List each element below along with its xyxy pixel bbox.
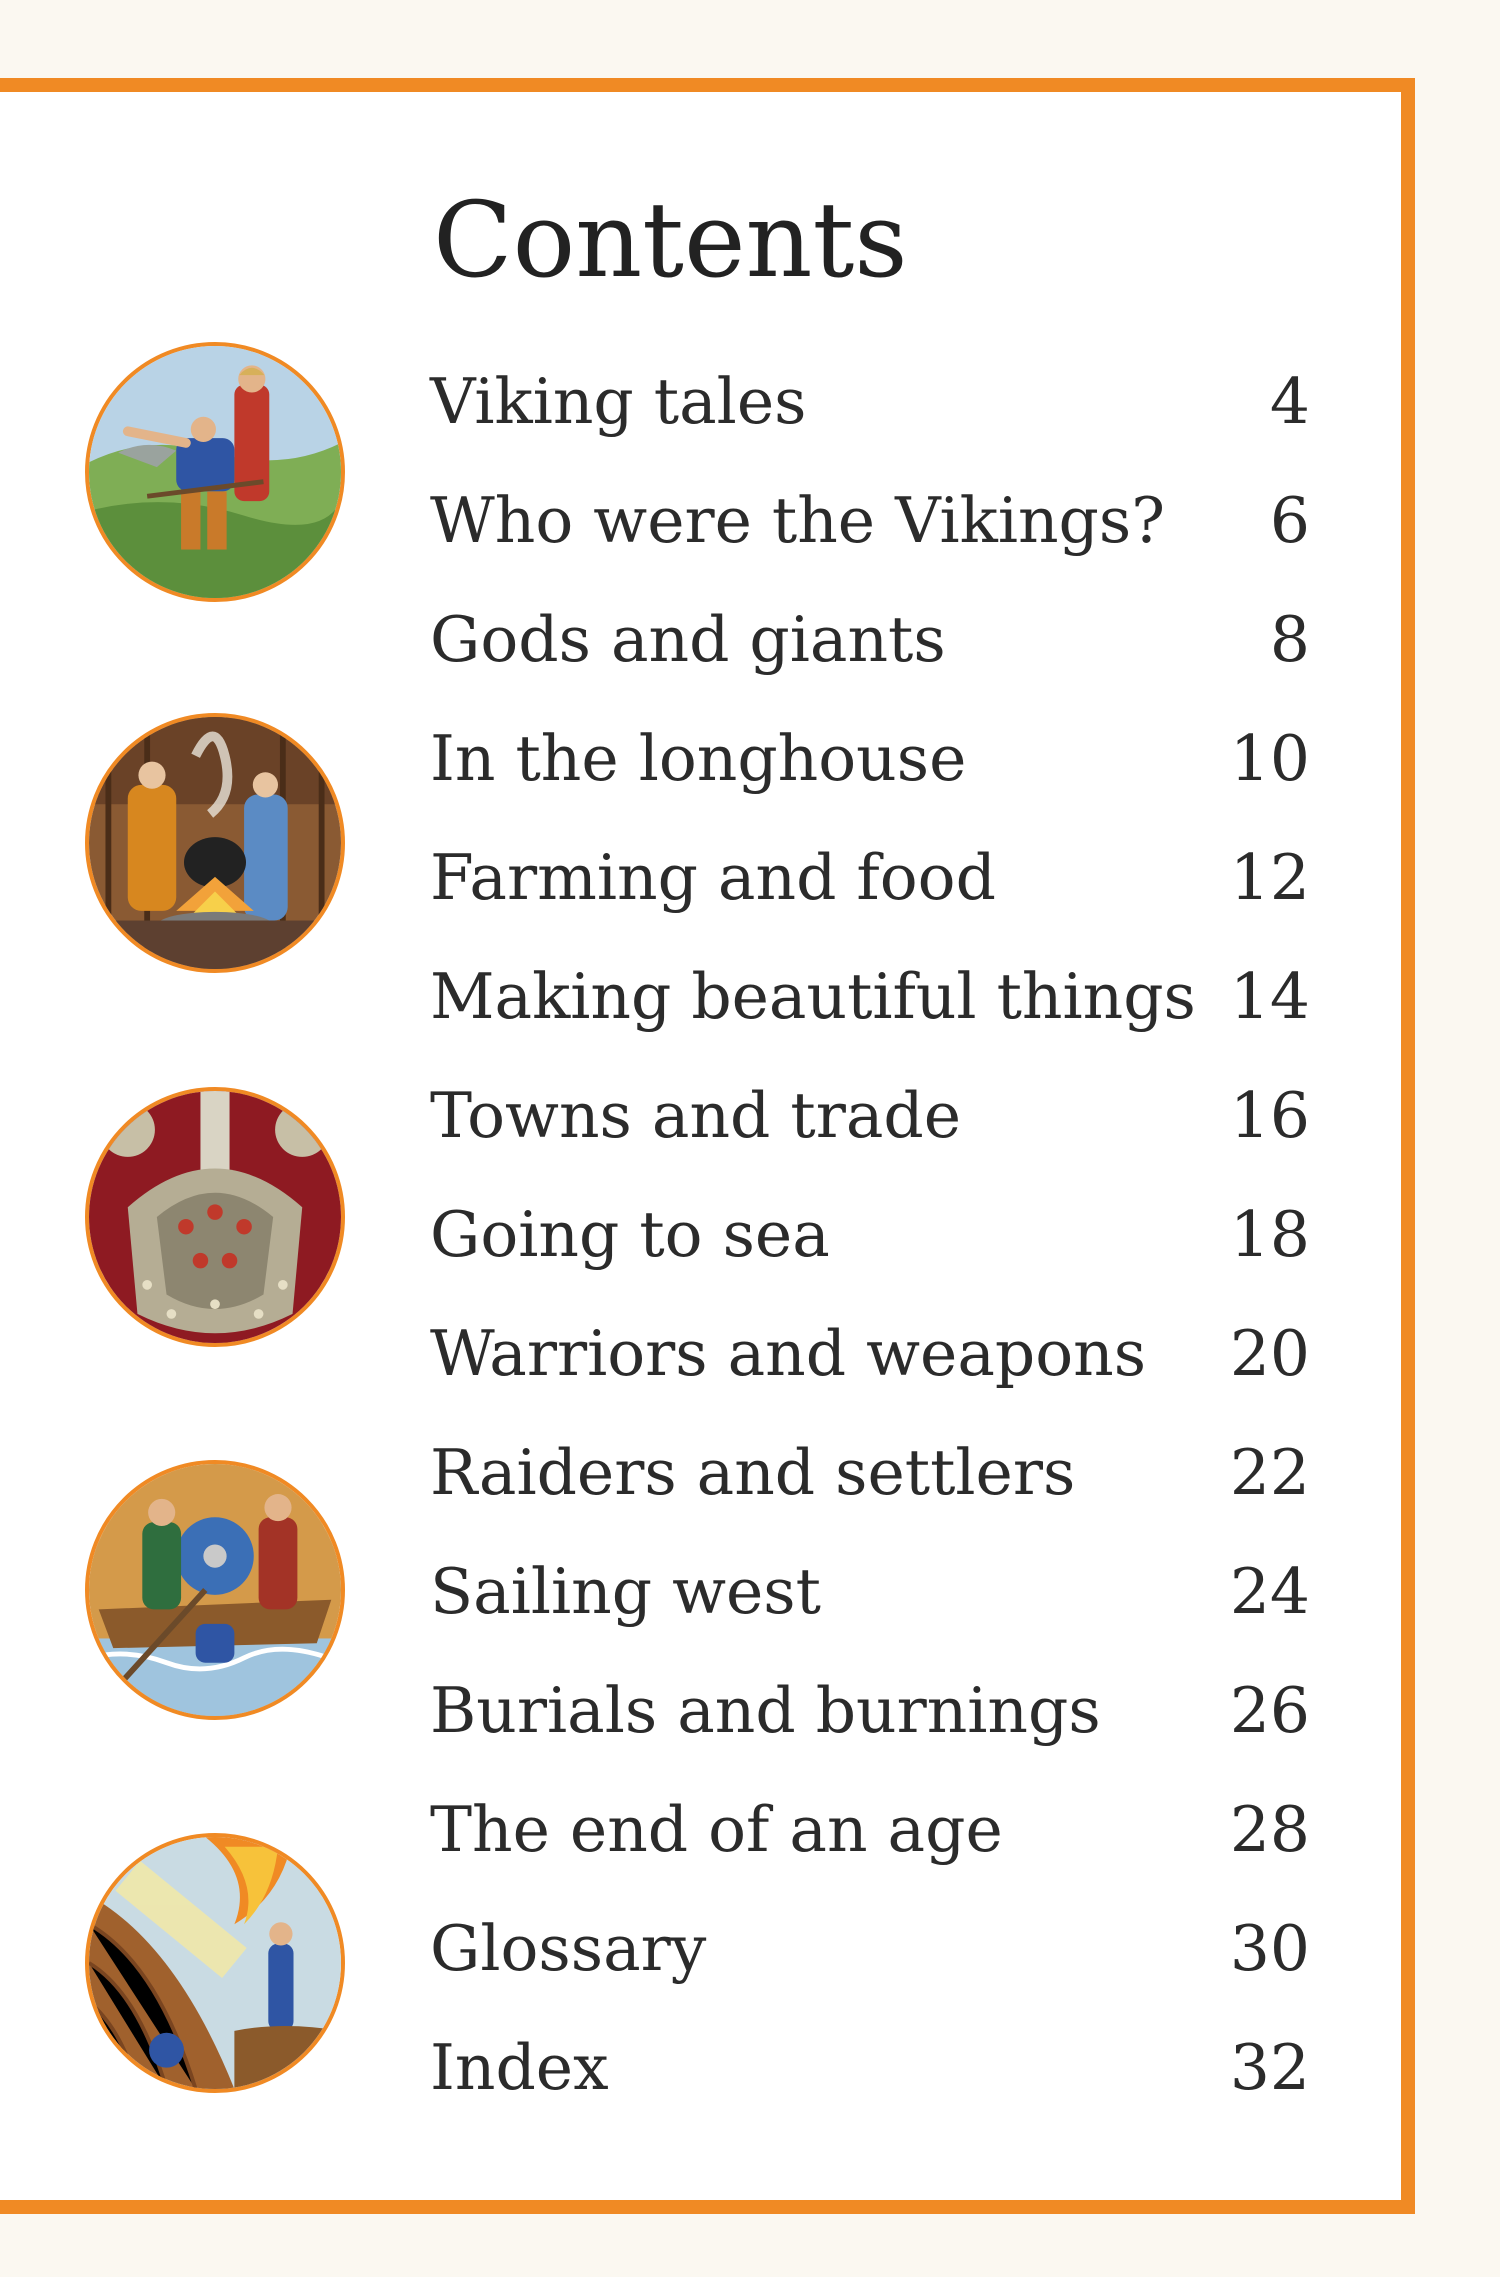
toc-entry[interactable] bbox=[430, 1175, 1310, 1294]
toc-entry-title: Sailing west bbox=[430, 1555, 821, 1628]
toc-entry-title: Towns and trade bbox=[430, 1079, 962, 1152]
toc-entry[interactable] bbox=[430, 1889, 1310, 2008]
toc-entry-title: Gods and giants bbox=[430, 603, 946, 676]
toc-entry[interactable] bbox=[430, 2008, 1310, 2127]
toc-entry[interactable] bbox=[430, 1294, 1310, 1413]
toc-entry-title: Going to sea bbox=[430, 1198, 830, 1271]
toc-entry-page: 16 bbox=[1229, 1079, 1310, 1152]
page-title: Contents bbox=[433, 179, 908, 301]
toc-entry-title: Burials and burnings bbox=[430, 1674, 1101, 1747]
toc-entry-title: Farming and food bbox=[430, 841, 996, 914]
toc-entry[interactable] bbox=[430, 461, 1310, 580]
toc-entry[interactable] bbox=[430, 580, 1310, 699]
toc-entry-title: Making beautiful things bbox=[430, 960, 1196, 1033]
toc-entry-page: 14 bbox=[1229, 960, 1310, 1033]
toc-entry-page: 28 bbox=[1229, 1793, 1310, 1866]
toc-entry[interactable] bbox=[430, 1532, 1310, 1651]
ship-burial-illustration bbox=[85, 1833, 345, 2093]
toc-entry[interactable] bbox=[430, 1651, 1310, 1770]
viking-raiders-boat-illustration bbox=[85, 1460, 345, 1720]
toc-entry[interactable] bbox=[430, 342, 1310, 461]
vikings-on-cliff-illustration bbox=[85, 342, 345, 602]
toc-entry-page: 6 bbox=[1269, 484, 1310, 557]
toc-entry-page: 26 bbox=[1229, 1674, 1310, 1747]
toc-entry-page: 12 bbox=[1229, 841, 1310, 914]
toc-entry-page: 24 bbox=[1229, 1555, 1310, 1628]
toc-entry-page: 22 bbox=[1229, 1436, 1310, 1509]
toc-entry[interactable] bbox=[430, 699, 1310, 818]
toc-entry-title: Index bbox=[430, 2031, 609, 2104]
toc-entry-page: 18 bbox=[1229, 1198, 1310, 1271]
toc-entry-page: 8 bbox=[1269, 603, 1310, 676]
toc-entry-page: 10 bbox=[1229, 722, 1310, 795]
toc-entry-title: In the longhouse bbox=[430, 722, 967, 795]
toc-entry-page: 30 bbox=[1229, 1912, 1310, 1985]
toc-entry-title: The end of an age bbox=[430, 1793, 1003, 1866]
toc-entry-page: 32 bbox=[1229, 2031, 1310, 2104]
toc-entry-page: 4 bbox=[1269, 365, 1310, 438]
toc-entry-title: Viking tales bbox=[430, 365, 807, 438]
toc-entry-title: Raiders and settlers bbox=[430, 1436, 1076, 1509]
toc-entry-page: 20 bbox=[1229, 1317, 1310, 1390]
toc-entry-title: Who were the Vikings? bbox=[430, 484, 1165, 557]
toc-entry-title: Glossary bbox=[430, 1912, 707, 1985]
longhouse-interior-illustration bbox=[85, 713, 345, 973]
toc-entry[interactable] bbox=[430, 1056, 1310, 1175]
toc-entry[interactable] bbox=[430, 1413, 1310, 1532]
toc-entry-title: Warriors and weapons bbox=[430, 1317, 1147, 1390]
ornate-brooch-illustration bbox=[85, 1087, 345, 1347]
toc-entry[interactable] bbox=[430, 818, 1310, 937]
toc-entry[interactable] bbox=[430, 937, 1310, 1056]
toc-entry[interactable] bbox=[430, 1770, 1310, 1889]
